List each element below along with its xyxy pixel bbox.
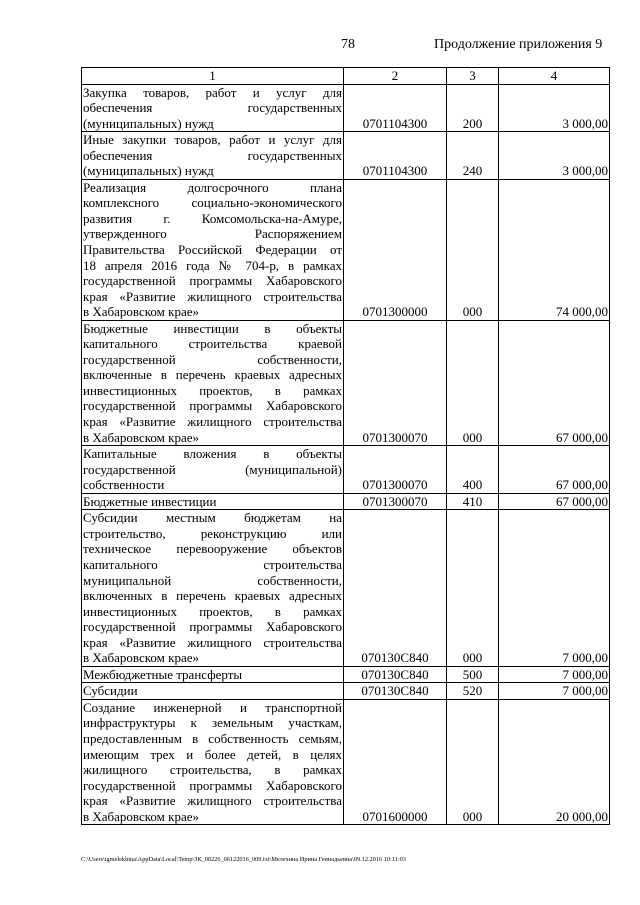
item-name-line: Субсидии [83,683,138,699]
item-name-line: жилищного строительства, в рамках [83,762,342,778]
amount-value: 7 000,00 [499,683,610,700]
item-name-line: государственной программы Хабаровского [83,619,342,635]
table-row [82,510,610,666]
item-name-line: края «Развитие жилищного строительства [83,288,342,304]
appendix-continuation: Продолжение приложения 9 [434,37,603,52]
column-header: 1 [82,68,344,85]
amount-value: 3 000,00 [499,132,610,180]
table-row [82,683,610,700]
item-name-line: муниципальной собственности, [83,572,342,588]
expense-type-code: 000 [447,179,499,320]
item-name-line: Создание инженерной и транспортной [83,699,342,715]
item-name-line: Капитальные вложения в объекты [83,446,342,462]
item-name-line: в Хабаровском крае» [83,650,200,666]
target-article-code: 070130С840 [344,683,447,700]
item-name-line: Реализация долгосрочного плана [83,179,342,195]
item-name-line: Бюджетные инвестиции в объекты [83,320,342,336]
item-name-line: края «Развитие жилищного строительства [83,634,342,650]
expense-type-code: 000 [447,320,499,445]
item-name-line: инвестиционных проектов, в рамках [83,603,342,619]
item-name [82,132,344,180]
table-header-row [82,68,610,85]
expense-type-code: 500 [447,666,499,683]
amount-value: 7 000,00 [499,510,610,666]
item-name-line: края «Развитие жилищного строительства [83,793,342,809]
item-name-line: капитального строительства [83,556,342,572]
column-header: 3 [447,68,499,85]
budget-table [81,67,610,825]
item-name-line: техническое перевооружение объектов [83,541,342,557]
item-name-line: Закупка товаров, работ и услуг для [83,84,342,100]
target-article-code: 070130С840 [344,510,447,666]
item-name-line: включенных в перечень краевых адресных [83,588,342,604]
table-row [82,493,610,510]
item-name-line: развития г. Комсомольска-на-Амуре, [83,210,342,226]
expense-type-code: 240 [447,132,499,180]
item-name [82,446,344,494]
target-article-code: 070130С840 [344,666,447,683]
column-header: 4 [499,68,610,85]
item-name-line: обеспечения государственных [83,100,342,116]
item-name-line: (муниципальных) нужд [83,163,214,179]
item-name-line: предоставленным в собственность семьям, [83,730,342,746]
table-row [82,179,610,320]
item-name-line: (муниципальных) нужд [83,115,214,131]
item-name-line: государственной программы Хабаровского [83,273,342,289]
target-article-code: 0701300070 [344,320,447,445]
target-article-code: 0701600000 [344,699,447,824]
table-row [82,132,610,180]
file-path-footer: C:\Users\igmelekhina\AppData\Local\Temp\ЗК_00226_06122016_009.txt\Мелехина Ирина Геннадьевна\09.12.2016 10:11:03 [81,856,406,863]
item-name-line: государственной программы Хабаровского [83,398,342,414]
target-article-code: 0701300070 [344,446,447,494]
target-article-code: 0701300070 [344,493,447,510]
amount-value: 67 000,00 [499,493,610,510]
amount-value: 67 000,00 [499,320,610,445]
amount-value: 7 000,00 [499,666,610,683]
expense-type-code: 520 [447,683,499,700]
item-name-line: края «Развитие жилищного строительства [83,414,342,430]
item-name-line: в Хабаровском крае» [83,304,200,320]
item-name [82,666,344,683]
page-number: 78 [341,37,355,52]
expense-type-code: 000 [447,510,499,666]
item-name-line: инвестиционных проектов, в рамках [83,382,342,398]
item-name [82,493,344,510]
item-name-line: 18 апреля 2016 года № 704-р, в рамках [83,257,342,273]
amount-value: 67 000,00 [499,446,610,494]
item-name-line: капитального строительства краевой [83,336,342,352]
item-name-line: утвержденного Распоряжением [83,226,342,242]
amount-value: 20 000,00 [499,699,610,824]
item-name-line: в Хабаровском крае» [83,808,200,824]
item-name-line: строительство, реконструкцию или [83,525,342,541]
table-row [82,446,610,494]
item-name-line: Правительства Российской Федерации от [83,242,342,258]
expense-type-code: 400 [447,446,499,494]
item-name-line: государственной собственности, [83,351,342,367]
table-row [82,699,610,824]
item-name [82,683,344,700]
item-name-line: включенные в перечень краевых адресных [83,367,342,383]
item-name-line: Субсидии местным бюджетам на [83,510,342,526]
amount-value: 3 000,00 [499,84,610,132]
target-article-code: 0701300000 [344,179,447,320]
item-name-line: имеющим трех и более детей, в целях [83,746,342,762]
table-row [82,320,610,445]
item-name [82,84,344,132]
column-header: 2 [344,68,447,85]
item-name-line: Иные закупки товаров, работ и услуг для [83,132,342,148]
item-name [82,699,344,824]
table-row [82,666,610,683]
amount-value: 74 000,00 [499,179,610,320]
item-name-line: собственности [83,477,165,493]
expense-type-code: 410 [447,493,499,510]
item-name-line: Межбюджетные трансферты [83,666,243,682]
target-article-code: 0701104300 [344,84,447,132]
item-name-line: комплексного социально-экономического [83,195,342,211]
item-name-line: государственной (муниципальной) [83,461,342,477]
expense-type-code: 000 [447,699,499,824]
item-name-line: инфраструктуры к земельным участкам, [83,715,342,731]
item-name [82,179,344,320]
item-name [82,510,344,666]
table-row [82,84,610,132]
item-name [82,320,344,445]
item-name-line: обеспечения государственных [83,147,342,163]
item-name-line: Бюджетные инвестиции [83,493,217,509]
item-name-line: государственной программы Хабаровского [83,777,342,793]
expense-type-code: 200 [447,84,499,132]
target-article-code: 0701104300 [344,132,447,180]
item-name-line: в Хабаровском крае» [83,429,200,445]
